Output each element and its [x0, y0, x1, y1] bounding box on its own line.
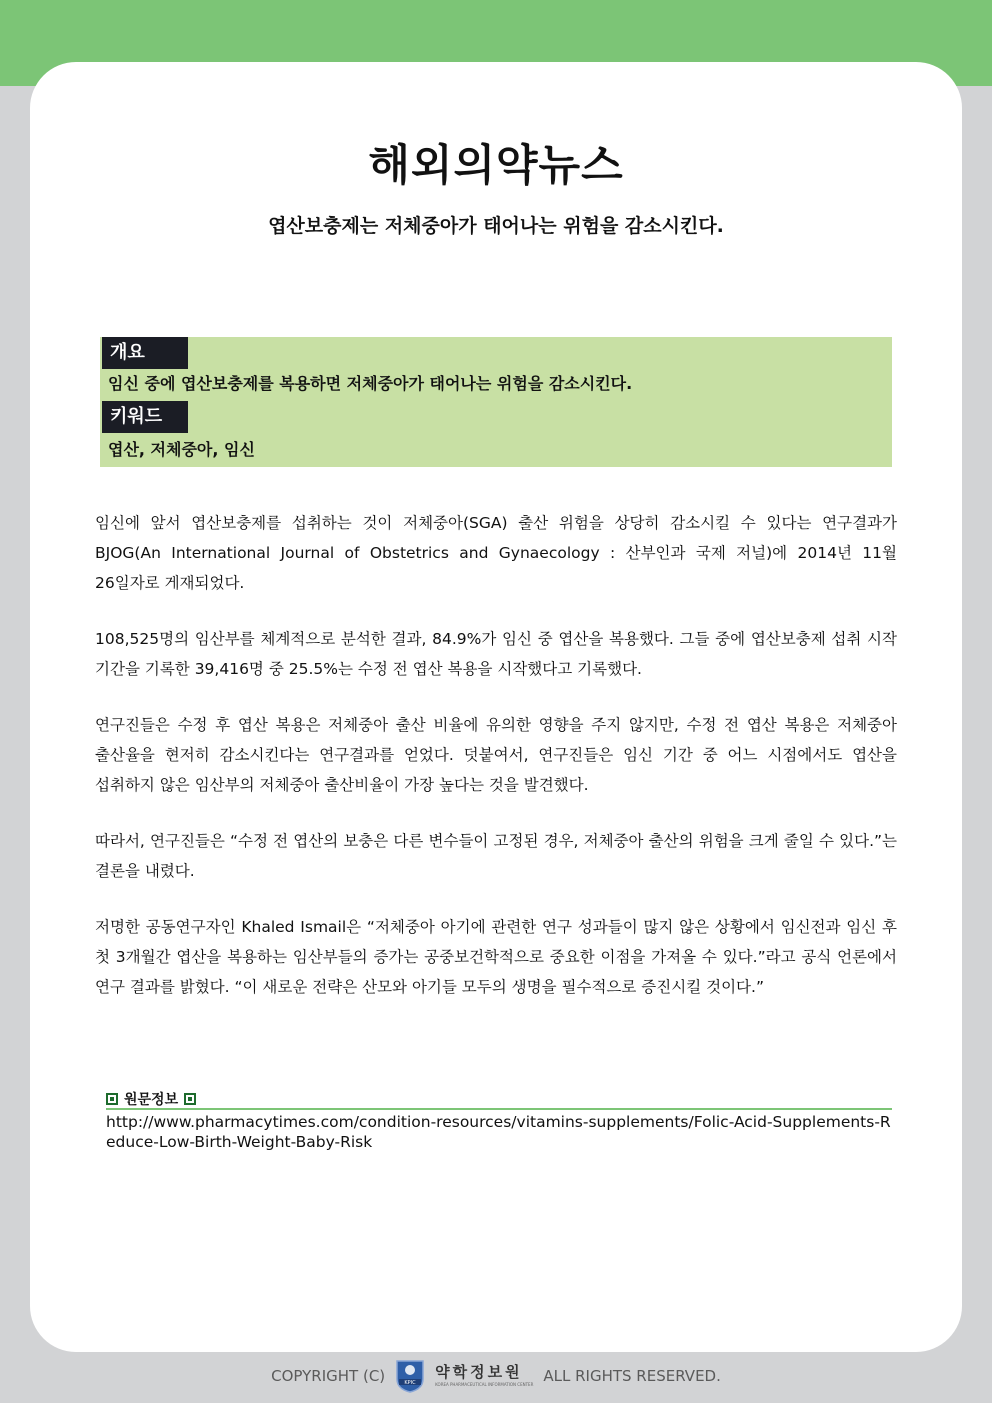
footer — [0, 1358, 992, 1394]
source-url-link[interactable]: http://www.pharmacytimes.com/condition-resources/vitamins-supplements/Folic-Acid-Supplements-Reduce-Low-Birth-Weight-Baby-Risk — [106, 1113, 891, 1151]
page-title: 해외의약뉴스 — [368, 141, 624, 191]
overview-label: 개요 — [102, 337, 188, 369]
body-paragraph: 임신에 앞서 엽산보충제를 섭취하는 것이 저체중아(SGA) 출산 위험을 상당히 감소시킬 수 있다는 연구결과가 BJOG(An International Journal of Obstetrics and Gynaecology : 산부인과 국제 저널)에 2014년 11월 26일자로 게재되었다. — [95, 514, 897, 592]
body-paragraph: 저명한 공동연구자인 Khaled Ismail은 “저체중아 아기에 관련한 연구 성과들이 많지 않은 상황에서 임신전과 임신 후 첫 3개월간 엽산을 복용하는 임산부들의 증가는 공중보건학적으로 중요한 이점을 가져올 수 있다.”라고 공식 언론에서 연구 결과를 밝혔다. “이 새로운 전략은 산모와 아기들 모두의 생명을 필수적으로 증진시킬 것이다.” — [95, 918, 897, 996]
overview-text: 임신 중에 엽산보충제를 복용하면 저체중아가 태어나는 위험을 감소시킨다. — [108, 374, 633, 393]
keyword-label: 키워드 — [102, 401, 188, 433]
body-paragraph: 따라서, 연구진들은 “수정 전 엽산의 보충은 다른 변수들이 고정된 경우, 저체중아 출산의 위험을 크게 줄일 수 있다.”는 결론을 내렸다. — [95, 832, 897, 880]
copyright-text: COPYRIGHT (C) — [271, 1367, 386, 1385]
kpic-logo-icon — [395, 1359, 425, 1393]
logo-text: KPIC — [404, 1380, 416, 1386]
article-body — [95, 508, 897, 1028]
keyword-text: 엽산, 저체중아, 임신 — [108, 440, 255, 459]
source-divider — [106, 1108, 892, 1110]
source-section — [106, 1090, 892, 1152]
square-bullet-icon — [184, 1093, 196, 1105]
article-headline: 엽산보충제는 저체중아가 태어나는 위험을 감소시킨다. — [268, 215, 724, 237]
summary-box — [100, 337, 892, 467]
org-name: 약학정보원 — [435, 1363, 523, 1381]
org-name-block — [435, 1365, 533, 1387]
body-paragraph: 108,525명의 임산부를 체계적으로 분석한 결과, 84.9%가 임신 중 엽산을 복용했다. 그들 중에 엽산보충제 섭취 시작 기간을 기록한 39,416명 중 25.5%는 수정 전 엽산 복용을 시작했다고 기록했다. — [95, 630, 897, 678]
org-subtitle: KOREA PHARMACEUTICAL INFORMATION CENTER — [435, 1382, 534, 1387]
body-paragraph: 연구진들은 수정 후 엽산 복용은 저체중아 출산 비율에 유의한 영향을 주지 않지만, 수정 전 엽산 복용은 저체중아 출산율을 현저히 감소시킨다는 연구결과를 얻었다. 덧붙여서, 연구진들은 임신 기간 중 어느 시점에서도 엽산을 섭취하지 않은 임산부의 저체중아 출산비율이 가장 높다는 것을 발견했다. — [95, 716, 897, 794]
rights-text: ALL RIGHTS RESERVED. — [543, 1367, 721, 1385]
source-header — [106, 1090, 892, 1108]
square-bullet-icon — [106, 1093, 118, 1105]
source-label: 원문정보 — [124, 1092, 179, 1108]
